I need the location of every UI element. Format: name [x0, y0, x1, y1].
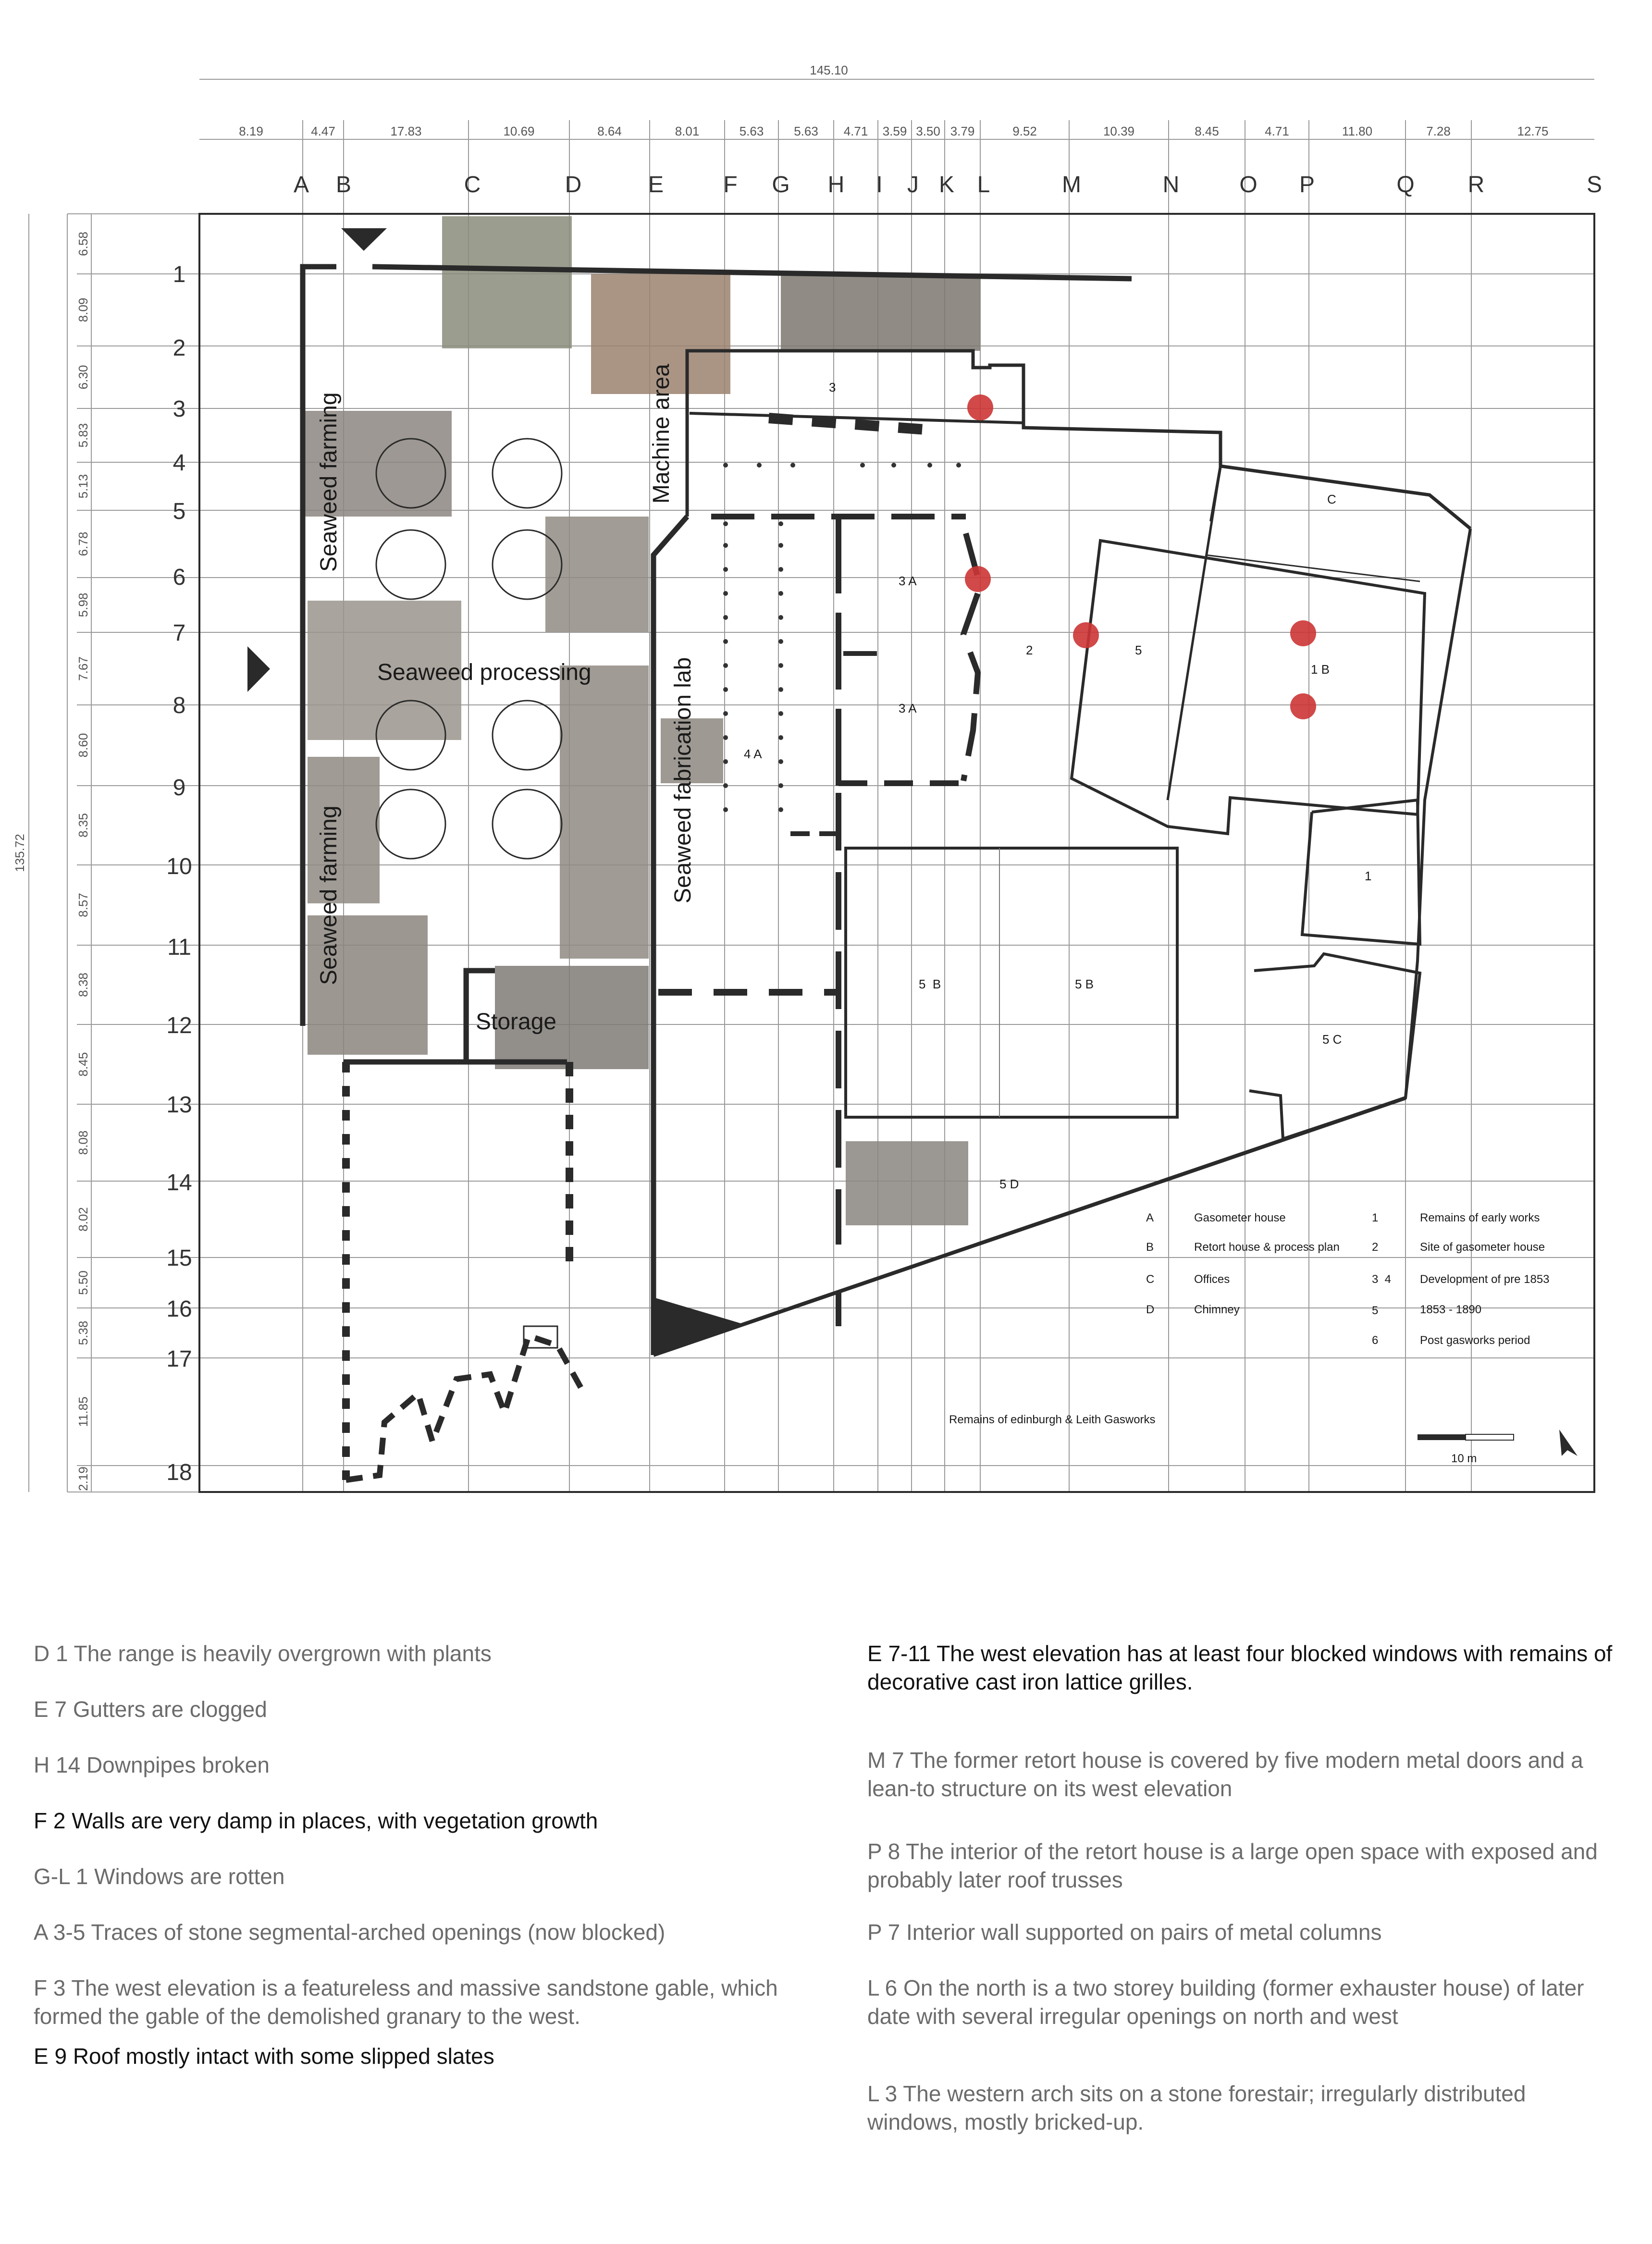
dimension-column-width: 9.52	[1012, 124, 1037, 138]
grid-row-label: 2	[173, 335, 186, 361]
structural-column-dot	[723, 807, 728, 812]
observation-note: F 2 Walls are very damp in places, with vegetation growth	[34, 1808, 598, 1833]
grid-column-label: S	[1586, 172, 1603, 197]
grid-column-label: G	[772, 172, 790, 197]
grid-row-label: 14	[166, 1170, 192, 1196]
observation-note: E 7-11 The west elevation has at least four blocked windows with remains of decorative cast iron lattice grilles.	[867, 1641, 1613, 1694]
grid-row-label: 17	[166, 1346, 192, 1372]
scale-label: 10 m	[1451, 1452, 1477, 1465]
dimension-row-height: 5.98	[76, 592, 90, 617]
structural-column-dot	[790, 463, 795, 468]
legend-key-2: 2	[1372, 1241, 1379, 1254]
dimension-column-width: 3.59	[882, 124, 907, 138]
grid-column-label: A	[293, 172, 309, 197]
legend-label-5: 1853 - 1890	[1420, 1303, 1482, 1316]
scale-bar-light	[1466, 1434, 1514, 1440]
grid-column-label: J	[907, 172, 919, 197]
dimension-row-height: 8.38	[76, 973, 90, 997]
grid-row-label: 15	[166, 1245, 192, 1271]
structural-column-dot	[778, 783, 783, 788]
grid-column-label: O	[1239, 172, 1257, 197]
observation-note: P 8 The interior of the retort house is a large open space with exposed and probably later roof trusses	[867, 1839, 1598, 1892]
grid-row-label: 8	[173, 693, 186, 718]
observation-marker	[967, 395, 993, 420]
structural-column-dot	[723, 591, 728, 596]
entrance-marker-west	[247, 646, 270, 692]
dimension-row-height: 5.38	[76, 1320, 90, 1345]
dimension-column-width: 8.64	[597, 124, 622, 138]
structural-column-dot	[723, 759, 728, 764]
photo-overgrown-range	[442, 216, 572, 348]
structural-column-dot	[778, 687, 783, 692]
legend-key-c: C	[1146, 1273, 1155, 1286]
dimension-row-height: 5.50	[76, 1270, 90, 1295]
retort-house-divider	[1168, 466, 1221, 800]
dimension-row-height: 6.78	[76, 531, 90, 556]
legend-key-a: A	[1146, 1211, 1154, 1224]
grid-row-label: 12	[166, 1013, 192, 1038]
observation-note: E 9 Roof mostly intact with some slipped slates	[34, 2044, 494, 2069]
dimension-row-height: 5.83	[76, 423, 90, 448]
dimension-row-height: 2.19	[76, 1467, 90, 1491]
structural-column-dot	[723, 663, 728, 668]
observation-note: D 1 The range is heavily overgrown with plants	[34, 1641, 492, 1666]
legend-key-5: 5	[1372, 1304, 1379, 1317]
structural-column-dot	[891, 463, 896, 468]
grid-column-label: E	[648, 172, 664, 197]
structural-column-dot	[723, 615, 728, 620]
photo-west-elevation	[560, 666, 649, 959]
tank-circle	[493, 789, 562, 859]
legend-key-1: 1	[1372, 1211, 1379, 1224]
grid-column-label: M	[1062, 172, 1081, 197]
grid-column-label: D	[565, 172, 582, 197]
structural-column-dot	[723, 711, 728, 716]
grid-row-label: 10	[166, 854, 192, 879]
grid-column-label: F	[723, 172, 738, 197]
grid-row-label: 11	[167, 935, 191, 960]
structural-column-dot	[723, 783, 728, 788]
building-5b	[846, 848, 1177, 1117]
observation-note: P 7 Interior wall supported on pairs of metal columns	[867, 1920, 1382, 1945]
building-label-5c: 5 C	[1322, 1032, 1342, 1047]
label-layer	[316, 364, 1371, 1191]
e-line-wall	[653, 517, 687, 1355]
grid-row-label: 18	[166, 1460, 192, 1485]
dimension-row-height: 8.35	[76, 813, 90, 838]
observation-marker	[1073, 622, 1099, 648]
zone-seaweed-farming-bottom: Seaweed farming	[316, 805, 342, 985]
plan-frame	[199, 214, 1594, 1492]
grid-column-label: P	[1299, 172, 1315, 197]
structural-column-dot	[778, 567, 783, 572]
building-label-1b: 1 B	[1311, 662, 1330, 677]
building-label-c: C	[1327, 492, 1336, 506]
tank-circle	[376, 530, 445, 599]
structural-column-dot	[778, 663, 783, 668]
building-label-3a-top: 3 A	[899, 574, 917, 588]
building-label-3: 3	[829, 380, 836, 395]
observation-note: H 14 Downpipes broken	[34, 1752, 270, 1777]
scale-bar-dark	[1418, 1434, 1466, 1440]
dimension-row-height: 8.60	[76, 733, 90, 758]
structural-column-dot	[723, 521, 728, 526]
dimension-column-width: 7.28	[1426, 124, 1451, 138]
structural-column-dot	[778, 759, 783, 764]
dimension-column-width: 5.63	[794, 124, 818, 138]
grid-column-label: H	[827, 172, 845, 197]
dimension-column-width: 4.47	[311, 124, 335, 138]
observation-note: L 3 The western arch sits on a stone forestair; irregularly distributed windows, mostly bricked-up.	[867, 2081, 1526, 2134]
structural-column-dot	[956, 463, 961, 468]
legend-label-c: Offices	[1194, 1273, 1230, 1286]
dimension-column-width: 10.69	[503, 124, 535, 138]
grid-row-label: 9	[173, 775, 186, 801]
building-1	[1302, 800, 1420, 944]
observation-note: G-L 1 Windows are rotten	[34, 1864, 285, 1889]
legend-label-3-4: Development of pre 1853	[1420, 1273, 1550, 1286]
north-arrow-icon	[1559, 1430, 1578, 1456]
building-label-5b-right: 5 B	[1075, 977, 1094, 991]
grid-column-label: R	[1467, 172, 1485, 197]
grid-column-label: I	[876, 172, 883, 197]
dimension-column-width: 3.50	[916, 124, 940, 138]
zone-seaweed-processing: Seaweed processing	[377, 660, 592, 685]
legend-label-2: Site of gasometer house	[1420, 1241, 1545, 1254]
legend-key-6: 6	[1372, 1334, 1379, 1347]
observation-marker	[965, 566, 991, 592]
dimension-row-height: 8.09	[76, 297, 90, 322]
observation-marker	[1290, 693, 1316, 719]
legend-caption: Remains of edinburgh & Leith Gasworks	[949, 1413, 1156, 1426]
dimension-row-height: 8.57	[76, 893, 90, 917]
grid-row-label: 3	[173, 396, 186, 422]
dimension-column-width: 5.63	[739, 124, 764, 138]
grid-column-label: C	[464, 172, 481, 197]
dimension-row-height: 8.08	[76, 1130, 90, 1155]
grid-column-label: B	[335, 172, 352, 197]
observation-note: E 7 Gutters are clogged	[34, 1697, 267, 1722]
dimension-column-width: 8.01	[675, 124, 700, 138]
observation-note: L 6 On the north is a two storey building (former exhauster house) of later date with several irregular openings on north and west	[867, 1975, 1584, 2029]
dimension-row-height: 6.30	[76, 365, 90, 390]
grid-column-label: Q	[1396, 172, 1415, 197]
dimension-column-width: 12.75	[1517, 124, 1549, 138]
dimension-column-width: 8.19	[239, 124, 263, 138]
retort-house-2-5	[1072, 541, 1425, 834]
structural-column-dot	[860, 463, 865, 468]
dimension-row-height: 8.45	[76, 1052, 90, 1077]
structural-column-dot	[778, 543, 783, 548]
structural-column-dot	[778, 639, 783, 644]
structural-column-dot	[723, 687, 728, 692]
zone-machine-area: Machine area	[649, 364, 674, 504]
legend-key-b: B	[1146, 1241, 1154, 1254]
structural-column-dot	[927, 463, 932, 468]
grid-column-label: N	[1162, 172, 1180, 197]
legend-key-d: D	[1146, 1303, 1155, 1316]
dimension-column-width: 10.39	[1103, 124, 1135, 138]
legend-label-d: Chimney	[1194, 1303, 1240, 1316]
observation-markers	[965, 395, 1316, 719]
dimension-column-width: 4.71	[843, 124, 868, 138]
zone-fabrication-lab: Seaweed fabrication lab	[670, 657, 696, 903]
dimension-column-width: 8.45	[1195, 124, 1219, 138]
tank-circle	[493, 701, 562, 770]
observation-note: F 3 The west elevation is a featureless and massive sandstone gable, which formed the gable of the demolished granary to the west.	[34, 1975, 778, 2029]
legend-key-3-4: 3 4	[1372, 1273, 1392, 1286]
grid-column-label: L	[977, 172, 990, 197]
chimney-wedge	[653, 1297, 742, 1355]
grid-row-label: 13	[166, 1092, 192, 1118]
structural-column-dot	[778, 711, 783, 716]
dimension-column-width: 11.80	[1342, 124, 1373, 138]
observation-note: A 3-5 Traces of stone segmental-arched openings (now blocked)	[34, 1920, 666, 1945]
legend	[949, 1211, 1578, 1465]
structural-column-dot	[723, 735, 728, 740]
building-label-3a-bottom: 3 A	[899, 701, 917, 715]
grid-row-label: 16	[166, 1296, 192, 1322]
structural-column-dot	[723, 639, 728, 644]
dimension-total-height: 135.72	[12, 834, 27, 872]
building-label-5: 5	[1135, 643, 1142, 657]
grid-row-label: 4	[173, 450, 186, 476]
legend-label-b: Retort house & process plan	[1194, 1241, 1340, 1254]
dimension-row-height: 7.67	[76, 656, 90, 681]
grid-column-label: K	[938, 172, 955, 197]
grid-row-label: 7	[173, 620, 186, 646]
structural-column-dot	[723, 463, 728, 468]
tank-circle	[376, 789, 445, 859]
photo-north-range	[781, 274, 980, 351]
grid-row-label: 6	[173, 565, 186, 590]
grid-row-label: 5	[173, 499, 186, 524]
structural-column-dot	[723, 543, 728, 548]
observation-marker	[1290, 620, 1316, 646]
legend-label-a: Gasometer house	[1194, 1211, 1286, 1224]
tank-circle	[493, 439, 562, 508]
structural-column-dot	[778, 521, 783, 526]
dimension-column-width: 17.83	[390, 124, 422, 138]
zone-storage: Storage	[476, 1009, 557, 1035]
building-label-4a: 4 A	[744, 747, 762, 761]
structural-column-dot	[778, 735, 783, 740]
dimension-column-width: 3.79	[950, 124, 975, 138]
dimension-row-height: 5.13	[76, 474, 90, 499]
building-label-2: 2	[1026, 643, 1033, 657]
building-label-5b-left: 5 B	[919, 977, 941, 991]
structural-column-dot	[723, 567, 728, 572]
dimension-total-width: 145.10	[810, 63, 848, 77]
zone-seaweed-farming-top: Seaweed farming	[316, 392, 342, 572]
dimension-row-height: 6.58	[76, 232, 90, 256]
structural-column-dot	[778, 615, 783, 620]
dimension-row-height: 8.02	[76, 1207, 90, 1232]
structural-column-dot	[778, 591, 783, 596]
grid-row-label: 1	[173, 262, 186, 287]
building-label-5d: 5 D	[999, 1177, 1019, 1191]
dimension-row-height: 11.85	[76, 1396, 90, 1427]
structural-column-dot	[778, 807, 783, 812]
main-shell-wall	[687, 351, 1470, 529]
legend-label-6: Post gasworks period	[1420, 1334, 1530, 1347]
photo-overlay-layer	[305, 216, 980, 1225]
entrance-marker-north	[341, 228, 387, 251]
legend-label-1: Remains of early works	[1420, 1211, 1540, 1224]
photo-5d	[846, 1141, 968, 1225]
structural-column-dot	[757, 463, 762, 468]
observation-note: M 7 The former retort house is covered by five modern metal doors and a lean-to structure on its west elevation	[867, 1748, 1583, 1801]
building-label-1: 1	[1365, 869, 1372, 883]
dimension-column-width: 4.71	[1265, 124, 1289, 138]
